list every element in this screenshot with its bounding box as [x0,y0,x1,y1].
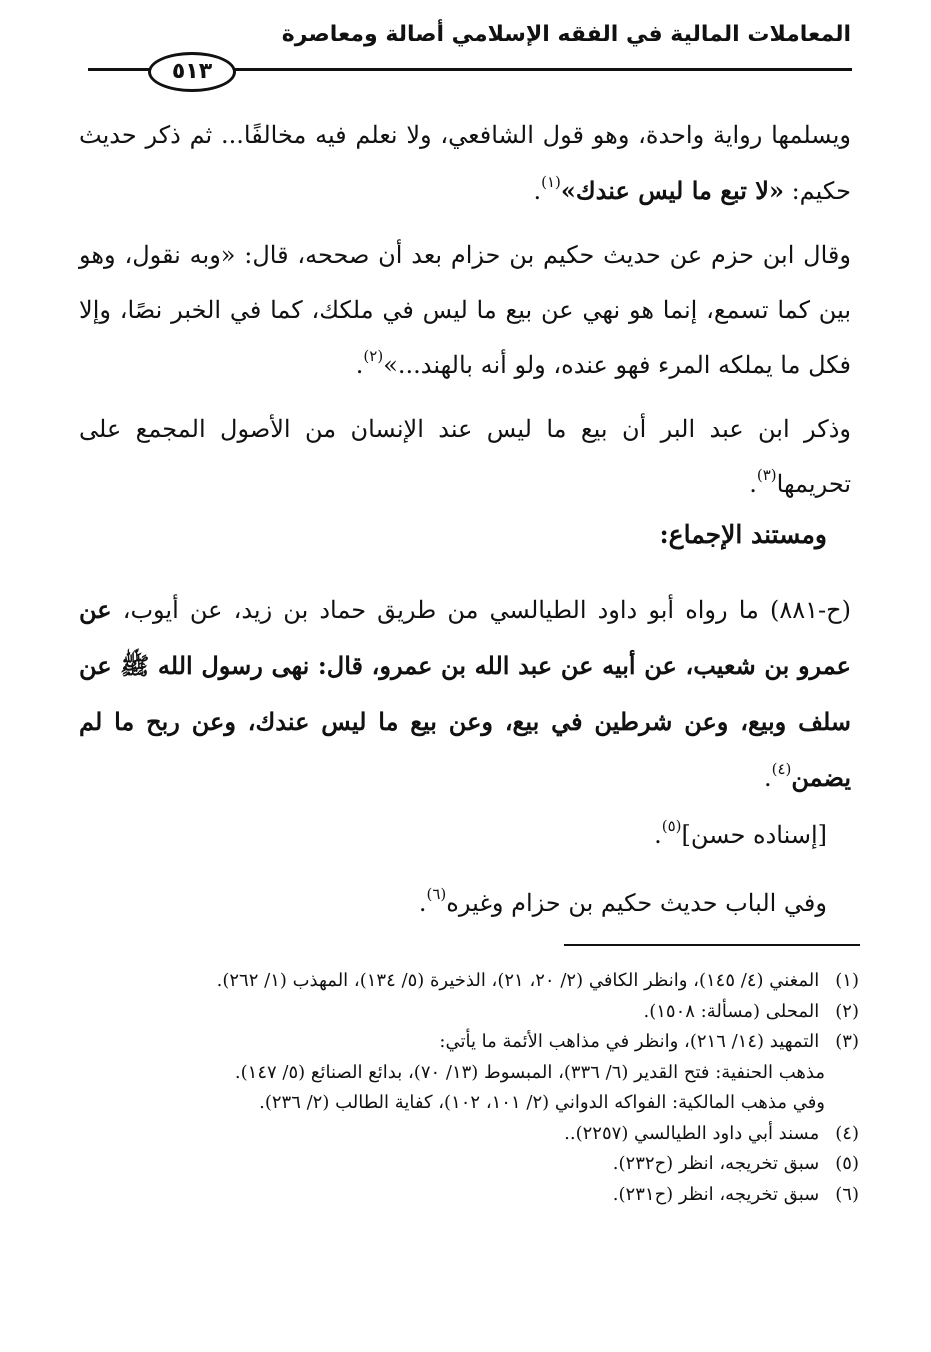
paragraph-3-text: وذكر ابن عبد البر أن بيع ما ليس عند الإنسان من الأصول المجمع على تحريمها [79,415,851,498]
footnotes [69,966,859,1210]
paragraph-5: [إسناده حسن]$^{(٥)}$. [654,817,827,849]
paragraph-3: وذكر ابن عبد البر أن بيع ما ليس عند الإنسان من الأصول المجمع على تحريمها$^{(٣)}$. [79,415,851,498]
footnote-ref-1[interactable]: (١) [541,173,561,191]
footnote-text: مذهب الحنفية: فتح القدير (٦/ ٣٣٦)، المبسوط (١٣/ ٧٠)، بدائع الصنائع (٥/ ١٤٧). [234,1061,825,1083]
footnote-3-maliki [69,1088,859,1119]
page-number: ٥١٣ [148,52,236,92]
footnote-1 [69,966,859,997]
footnote-ref-6[interactable]: (٦) [426,885,447,903]
paragraph-1-quote: «لا تبع ما ليس عندك» [560,176,784,205]
footnote-number: (٥) [835,1153,859,1174]
footnote-text: سبق تخريجه، انظر (ح٢٣٢). [612,1153,820,1174]
paragraph-1: ويسلمها رواية واحدة، وهو قول الشافعي، ولا نعلم فيه مخالفًا... ثم ذكر حديث حكيم: «لا تبع ما ليس عندك»$^{(١)}$. [79,121,851,205]
paragraph-4: (ح-٨٨١) ما رواه أبو داود الطيالسي من طريق حماد بن زيد، عن أيوب، عن عمرو بن شعيب، عن أبيه عن عبد الله بن عمرو، قال: نهى رسول الله ﷺ عن سلف وبيع، وعن شرطين في بيع، وعن بيع ما ليس عندك، وعن ربح ما لم يضمن$^{(٤)}$. [79,595,851,792]
footnote-3-hanafi [69,1058,859,1089]
paragraph-2-text: وقال ابن حزم عن حديث حكيم بن حزام بعد أن صححه، قال: «وبه نقول، وهو بين كما تسمع، إنما هو نهي عن بيع ما ليس في ملكك، كما في الخبر نصًا، وإلا فكل ما يملكه المرء فهو عنده، ولو أنه بالهند...» [79,241,851,379]
footnote-text: سبق تخريجه، انظر (ح٢٣١). [612,1183,820,1205]
footnote-ref-2[interactable]: (٢) [363,347,384,365]
paragraph-6-text: وفي الباب حديث حكيم بن حزام وغيره [446,889,827,917]
footnote-ref-4[interactable]: (٤) [771,760,792,778]
footnote-text: التمهيد (١٤/ ٢١٦)، وانظر في مذاهب الأئمة ما يأتي: [439,1031,820,1052]
footnote-6 [69,1180,859,1211]
running-header: المعاملات المالية في الفقه الإسلامي أصالة ومعاصرة [281,22,851,47]
footnote-rule [564,944,860,946]
paragraph-5-text: [إسناده حسن] [681,821,827,849]
footnote-number: (٢) [835,1000,859,1022]
footnote-number: (١) [835,970,859,991]
paragraph-4-text: (ح-٨٨١) ما رواه أبو داود الطيالسي من طريق حماد بن زيد، عن أيوب، [111,596,851,624]
footnote-ref-5[interactable]: (٥) [661,817,682,835]
footnote-3 [69,1027,859,1058]
footnote-2 [69,997,859,1028]
footnote-text: المحلى (مسألة: ١٥٠٨). [643,1000,820,1022]
footnote-text: وفي مذهب المالكية: الفواكه الدواني (٢/ ١٠١، ١٠٢)، كفاية الطالب (٢/ ٢٣٦). [259,1092,825,1113]
footnote-ref-3[interactable]: (٣) [756,466,777,484]
footnote-text: المغني (٤/ ١٤٥)، وانظر الكافي (٢/ ٢٠، ٢١)، الذخيرة (٥/ ١٣٤)، المهذب (١/ ٢٦٢). [216,970,820,991]
footnote-number: (٦) [835,1183,859,1205]
paragraph-2: وقال ابن حزم عن حديث حكيم بن حزام بعد أن صححه، قال: «وبه نقول، وهو بين كما تسمع، إنما هو نهي عن بيع ما ليس في ملكك، كما في الخبر نصًا، وإلا فكل ما يملكه المرء فهو عنده، ولو أنه بالهند...»$^{(٢)}$. [79,241,851,379]
paragraph-6: وفي الباب حديث حكيم بن حزام وغيره$^{(٦)}$. [418,885,827,917]
hadith-text: عن عمرو بن شعيب، عن أبيه عن عبد الله بن عمرو، قال: نهى رسول الله ﷺ عن سلف وبيع، وعن شرطين في بيع، وعن بيع ما ليس عندك، وعن ربح ما لم يضمن [79,595,851,792]
footnote-text: مسند أبي داود الطيالسي (٢٢٥٧).. [564,1122,820,1144]
paragraph-1-text: ويسلمها رواية واحدة، وهو قول الشافعي، ولا نعلم فيه مخالفًا... ثم ذكر حديث حكيم: [79,121,851,205]
footnote-number: (٤) [835,1122,859,1144]
footnote-5 [69,1149,859,1180]
footnote-number: (٣) [835,1031,859,1052]
footnote-4 [69,1119,859,1150]
section-heading: ومستند الإجماع: [659,520,827,549]
